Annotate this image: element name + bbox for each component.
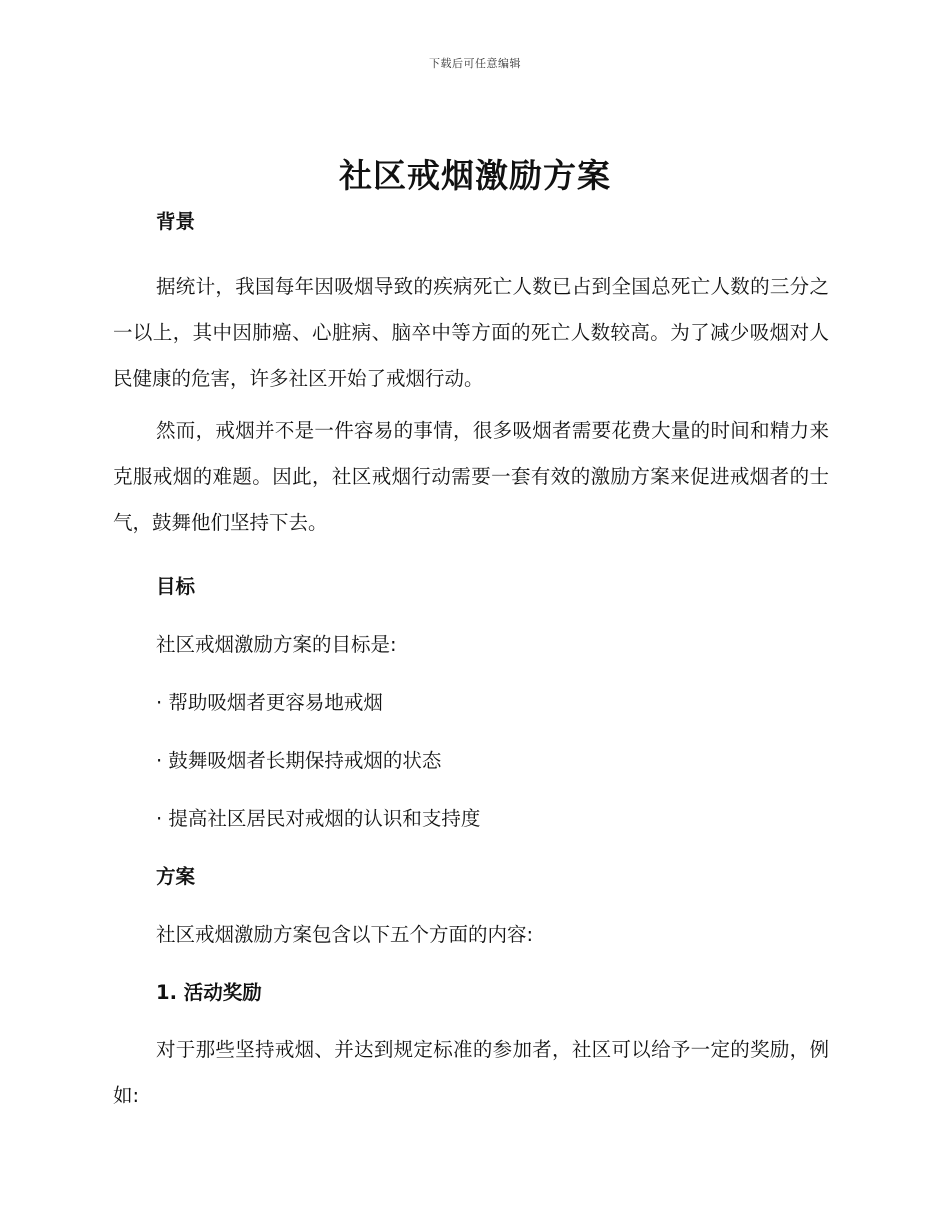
activity-reward-paragraph: 对于那些坚持戒烟、并达到规定标准的参加者，社区可以给予一定的奖励，例如: xyxy=(113,1038,829,1107)
background-paragraph-2: 然而，戒烟并不是一件容易的事情，很多吸烟者需要花费大量的时间和精力来克服戒烟的难题。因此，社区戒烟行动需要一套有效的激励方案来促进戒烟者的士气，鼓舞他们坚持下去。 xyxy=(113,419,829,534)
goal-item-1: · 帮助吸烟者更容易地戒烟 xyxy=(156,691,383,714)
section-heading-background: 背景 xyxy=(156,210,196,233)
plan-intro: 社区戒烟激励方案包含以下五个方面的内容: xyxy=(156,923,534,946)
goals-intro: 社区戒烟激励方案的目标是: xyxy=(156,633,397,656)
document-body xyxy=(113,206,829,1119)
header-note: 下载后可任意编辑 xyxy=(429,57,521,70)
goal-item-3: · 提高社区居民对戒烟的认识和支持度 xyxy=(156,807,481,830)
section-heading-goals: 目标 xyxy=(156,575,196,598)
goal-item-2: · 鼓舞吸烟者长期保持戒烟的状态 xyxy=(156,749,442,772)
background-paragraph-1: 据统计，我国每年因吸烟导致的疾病死亡人数已占到全国总死亡人数的三分之一以上，其中因肺癌、心脏病、脑卒中等方面的死亡人数较高。为了减少吸烟对人民健康的危害，许多社区开始了戒烟行动。 xyxy=(113,275,829,390)
document-title: 社区戒烟激励方案 xyxy=(339,156,611,195)
subsection-heading-activity-reward: 1. 活动奖励 xyxy=(156,981,262,1004)
section-heading-plan: 方案 xyxy=(156,865,196,888)
